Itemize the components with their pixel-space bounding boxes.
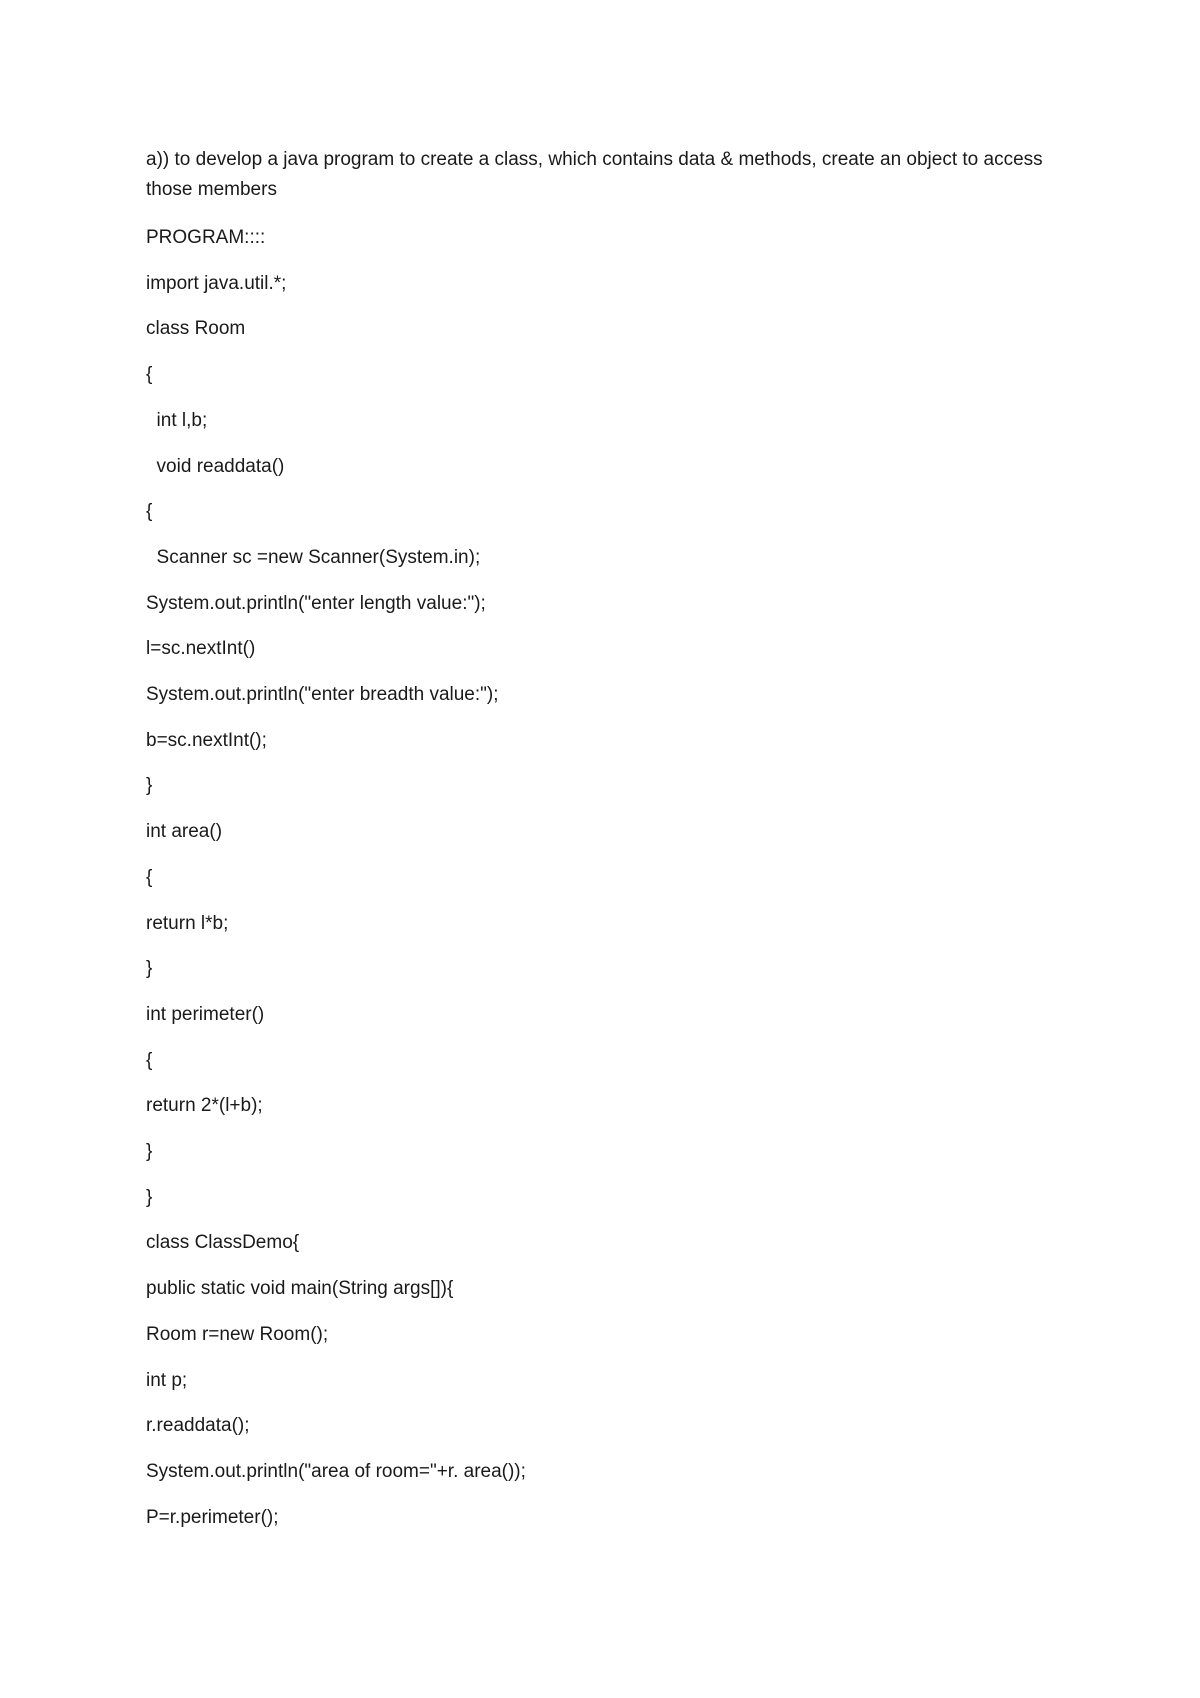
code-line: } bbox=[146, 1141, 153, 1162]
code-line: int l,b; bbox=[146, 410, 208, 431]
code-line: int perimeter() bbox=[146, 1004, 265, 1025]
code-line: } bbox=[146, 775, 153, 796]
code-line: } bbox=[146, 1187, 153, 1208]
code-line: System.out.println("enter length value:"); bbox=[146, 593, 486, 614]
code-line: void readdata() bbox=[146, 456, 285, 477]
code-line: l=sc.nextInt() bbox=[146, 638, 256, 659]
code-line: Scanner sc =new Scanner(System.in); bbox=[146, 547, 481, 568]
code-line: { bbox=[146, 1050, 153, 1071]
code-line: P=r.perimeter(); bbox=[146, 1507, 279, 1528]
code-line: class Room bbox=[146, 318, 246, 339]
code-line: Room r=new Room(); bbox=[146, 1324, 329, 1345]
program-label: PROGRAM:::: bbox=[146, 227, 266, 248]
code-line: { bbox=[146, 364, 153, 385]
code-line: { bbox=[146, 867, 153, 888]
code-line: { bbox=[146, 501, 153, 522]
code-line: public static void main(String args[]){ bbox=[146, 1278, 454, 1299]
code-line: import java.util.*; bbox=[146, 273, 287, 294]
question-heading: a)) to develop a java program to create a class, which contains data & methods, create an object to access those members bbox=[146, 149, 1043, 200]
code-line: r.readdata(); bbox=[146, 1415, 250, 1436]
code-line: System.out.println("enter breadth value:"); bbox=[146, 684, 499, 705]
code-line: int area() bbox=[146, 821, 223, 842]
code-line: return 2*(l+b); bbox=[146, 1095, 263, 1116]
code-line: return l*b; bbox=[146, 913, 229, 934]
code-line: int p; bbox=[146, 1370, 188, 1391]
code-line: } bbox=[146, 958, 153, 979]
code-line: b=sc.nextInt(); bbox=[146, 730, 267, 751]
code-line: System.out.println("area of room="+r. area()); bbox=[146, 1461, 526, 1482]
code-line: class ClassDemo{ bbox=[146, 1232, 300, 1253]
